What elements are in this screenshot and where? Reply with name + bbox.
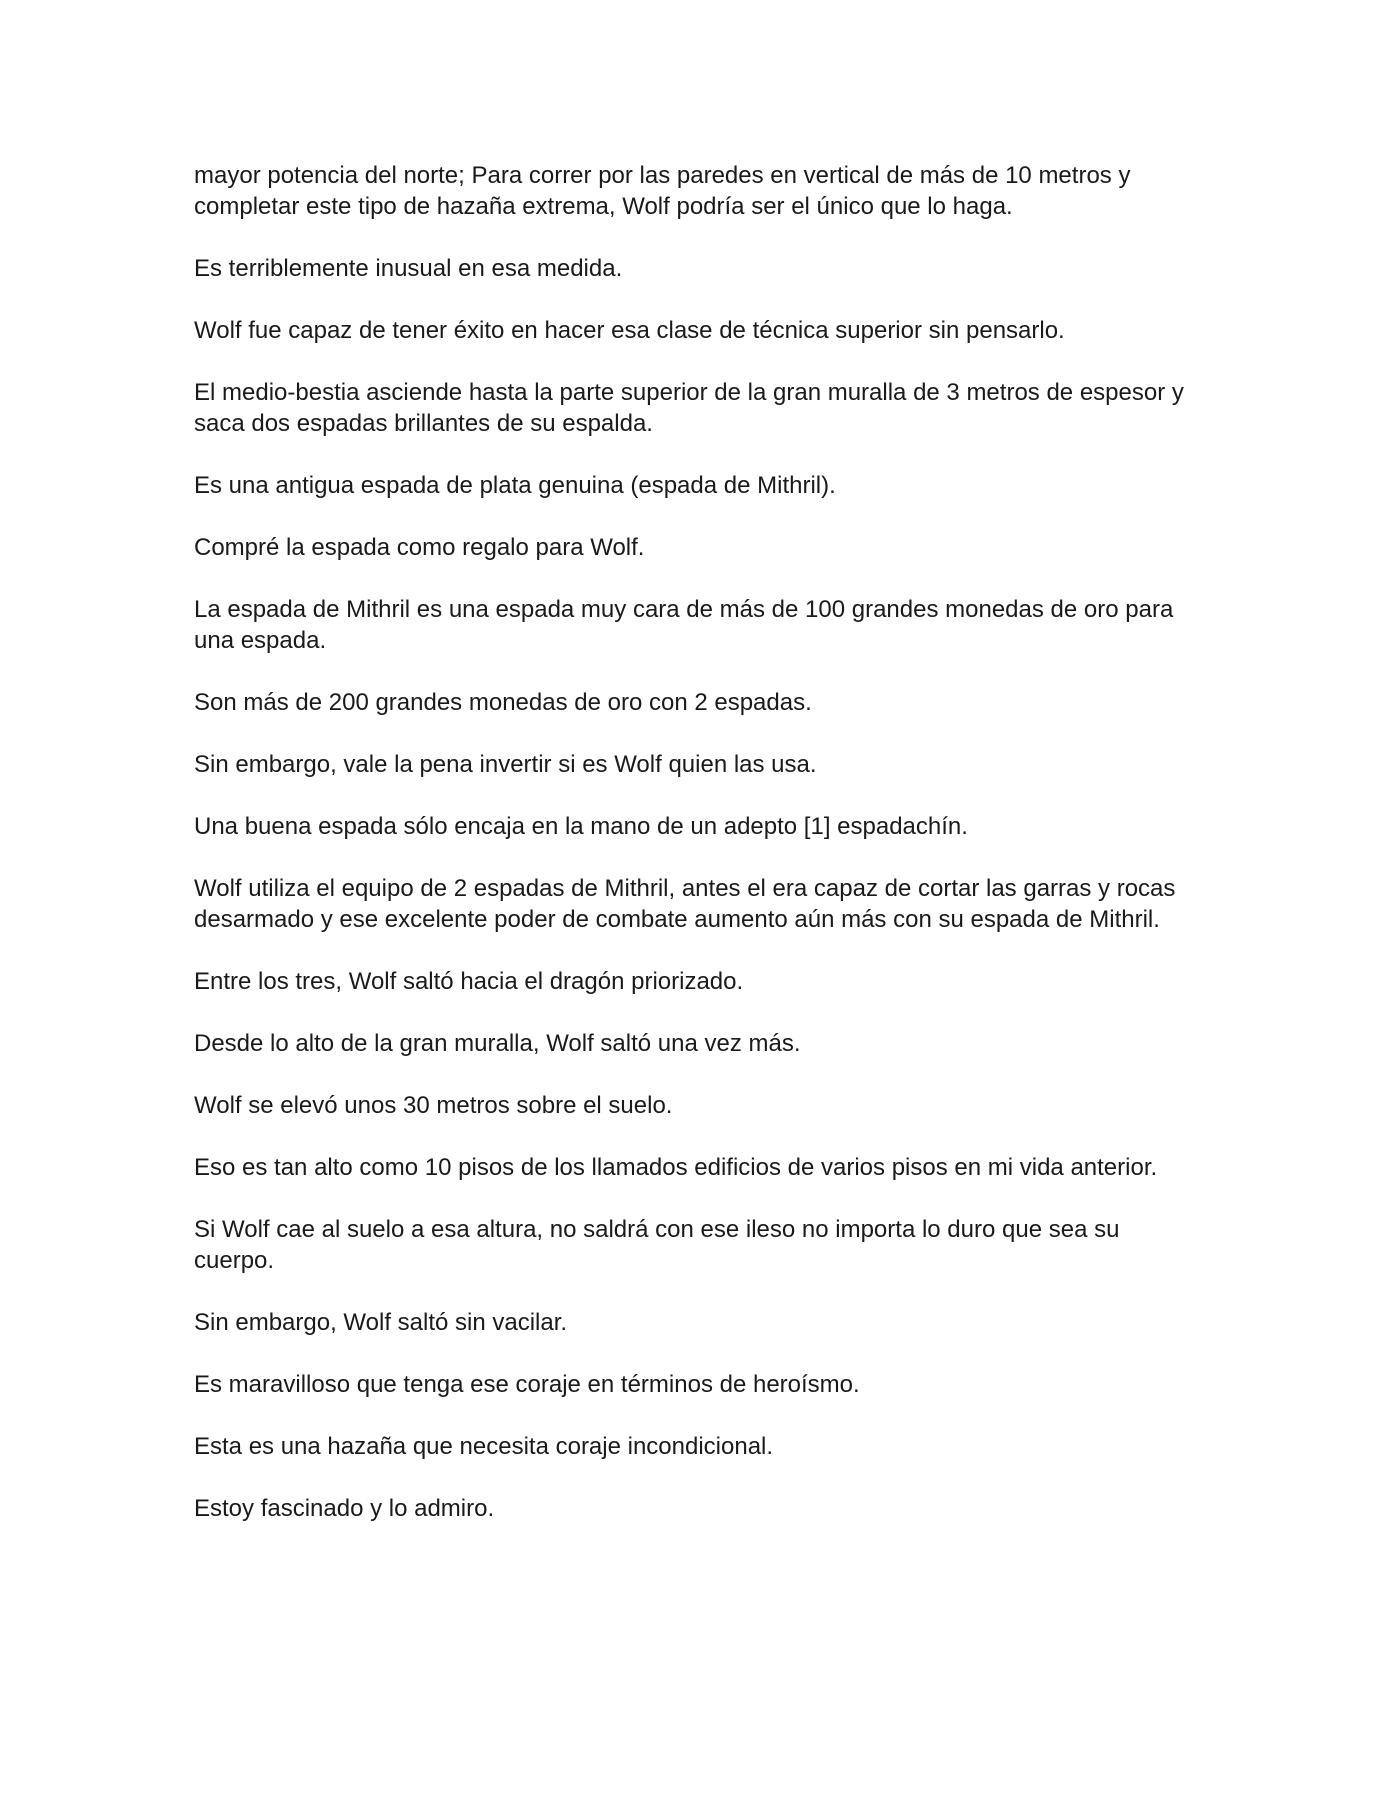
paragraph: Una buena espada sólo encaja en la mano de un adepto [1] espadachín. [194, 813, 968, 840]
paragraph: Sin embargo, vale la pena invertir si es Wolf quien las usa. [194, 751, 817, 778]
paragraph: La espada de Mithril es una espada muy cara de más de 100 grandes monedas de oro para una espada. [194, 596, 1174, 654]
paragraph: Compré la espada como regalo para Wolf. [194, 534, 645, 561]
paragraph: Es maravilloso que tenga ese coraje en términos de heroísmo. [194, 1371, 860, 1398]
paragraph: Entre los tres, Wolf saltó hacia el dragón priorizado. [194, 968, 744, 995]
paragraph: mayor potencia del norte; Para correr por las paredes en vertical de más de 10 metros y completar este tipo de hazaña extrema, Wolf podría ser el único que lo haga. [194, 162, 1131, 220]
paragraph: El medio-bestia asciende hasta la parte superior de la gran muralla de 3 metros de espesor y saca dos espadas brillantes de su espalda. [194, 379, 1184, 437]
paragraph: Wolf se elevó unos 30 metros sobre el suelo. [194, 1092, 673, 1119]
paragraph: Son más de 200 grandes monedas de oro con 2 espadas. [194, 689, 812, 716]
paragraph: Si Wolf cae al suelo a esa altura, no saldrá con ese ileso no importa lo duro que sea su cuerpo. [194, 1216, 1120, 1274]
paragraph: Sin embargo, Wolf saltó sin vacilar. [194, 1309, 568, 1336]
document-body [194, 160, 1204, 1555]
paragraph: Wolf fue capaz de tener éxito en hacer esa clase de técnica superior sin pensarlo. [194, 317, 1065, 344]
paragraph: Esta es una hazaña que necesita coraje incondicional. [194, 1433, 774, 1460]
paragraph: Desde lo alto de la gran muralla, Wolf saltó una vez más. [194, 1030, 801, 1057]
paragraph: Eso es tan alto como 10 pisos de los llamados edificios de varios pisos en mi vida anterior. [194, 1154, 1158, 1181]
paragraph: Estoy fascinado y lo admiro. [194, 1495, 495, 1522]
paragraph: Es terriblemente inusual en esa medida. [194, 255, 623, 282]
paragraph: Wolf utiliza el equipo de 2 espadas de Mithril, antes el era capaz de cortar las garras y rocas desarmado y ese excelente poder de combate aumento aún más con su espada de Mithril. [194, 875, 1176, 933]
paragraph: Es una antigua espada de plata genuina (espada de Mithril). [194, 472, 836, 499]
